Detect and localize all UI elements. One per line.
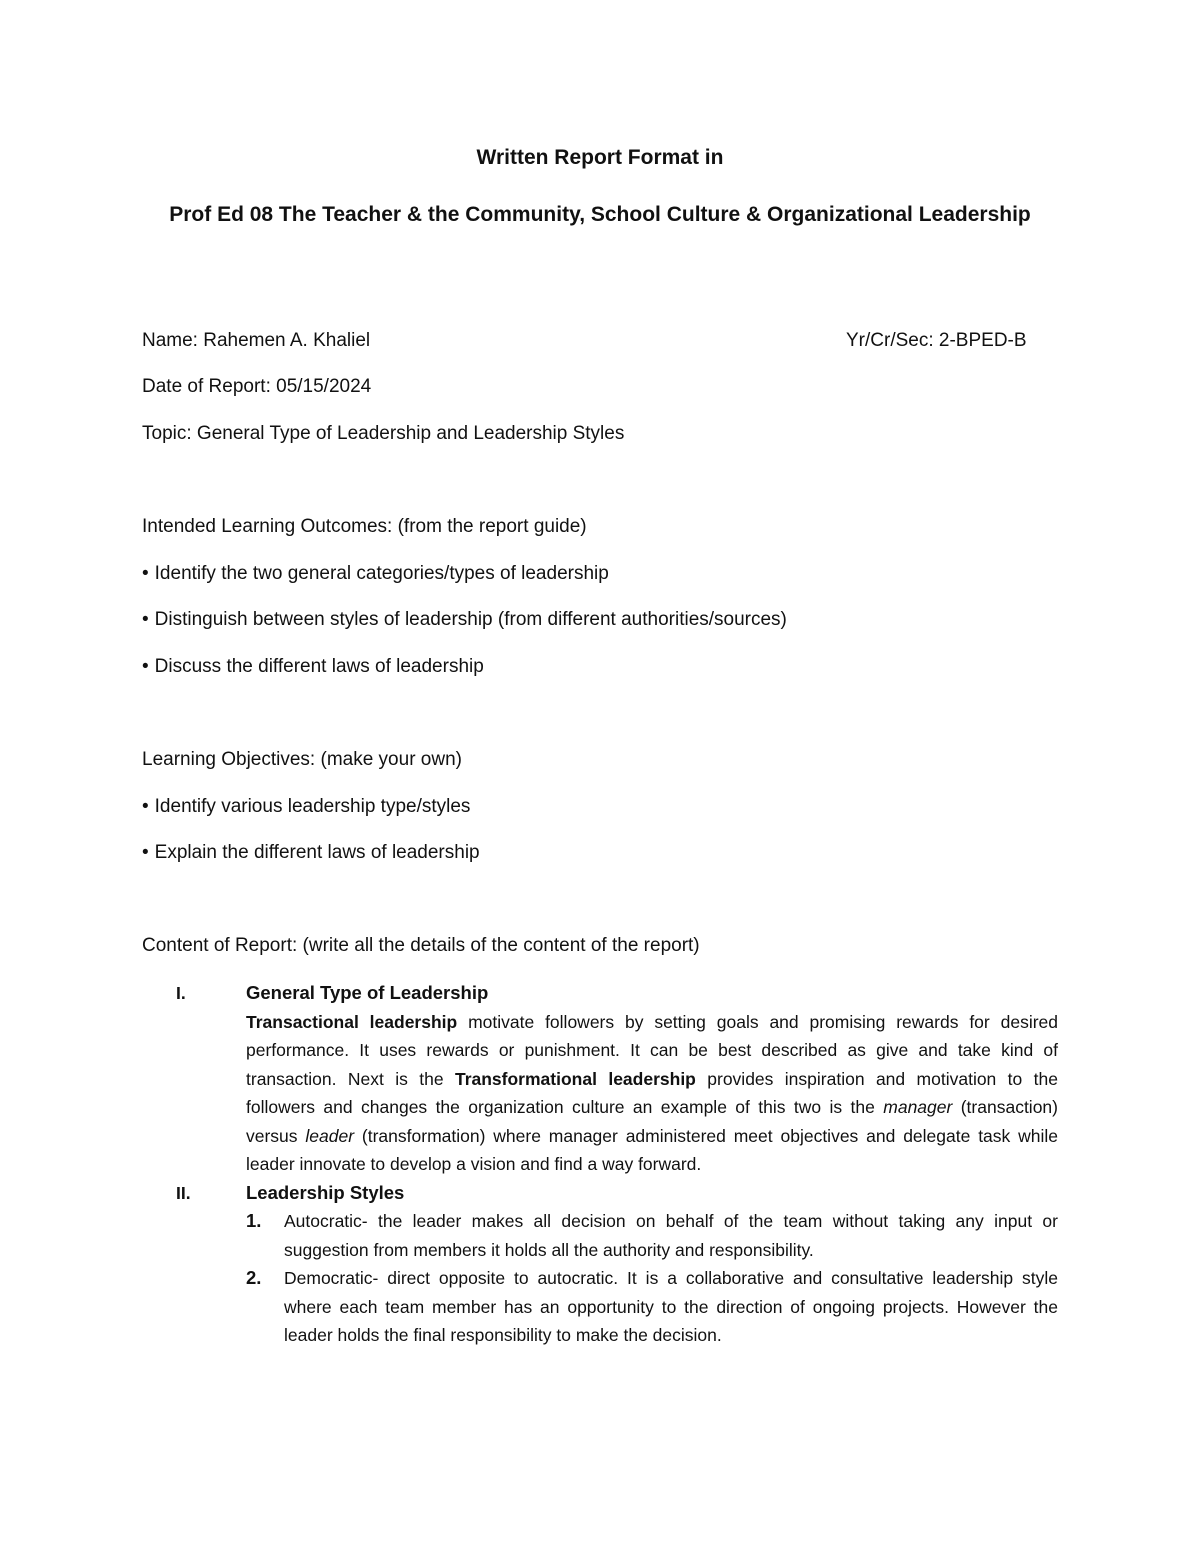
section-paragraph: Transactional leadership motivate followers by setting goals and promising rewards for desired performance. It uses rewards or punishment. It can be best described as give and take kind of transaction. Next is the Transformational leadership provides inspiration and motivation to the followers and changes the organization culture an example of this two is the manager (transaction) versus leader (transformation) where manager administered meet objectives and delegate task while leader innovate to develop a vision and find a way forward.	[246, 1011, 1059, 1174]
ilo-item: • Identify the two general categories/types of leadership	[142, 563, 609, 585]
lo-item: • Identify various leadership type/styles	[142, 796, 470, 818]
section-leadership-styles	[142, 1179, 1058, 1350]
report-title: Written Report Format in	[476, 146, 724, 169]
ilo-item: • Distinguish between styles of leadership (from different authorities/sources)	[142, 609, 787, 631]
term-leader: leader	[305, 1125, 355, 1146]
styles-list	[246, 1207, 1058, 1350]
name-field: Name: Rahemen A. Khaliel	[142, 330, 371, 351]
term-transactional: Transactional leadership	[246, 1011, 458, 1032]
ilo-heading: Intended Learning Outcomes: (from the report guide)	[142, 516, 587, 537]
content-sections	[142, 979, 1058, 1350]
section-title: Leadership Styles	[246, 1181, 405, 1203]
topic-field: Topic: General Type of Leadership and Leadership Styles	[142, 423, 625, 444]
section-numeral: II.	[176, 1182, 191, 1203]
section-general-type	[142, 979, 1058, 1179]
term-transformational: Transformational leadership	[454, 1068, 696, 1089]
course-title: Prof Ed 08 The Teacher & the Community, School Culture & Organizational Leadership	[169, 203, 1031, 226]
date-field: Date of Report: 05/15/2024	[142, 376, 372, 397]
list-item: 1. Autocratic- the leader makes all decision on behalf of the team without taking any input or suggestion from members it holds all the authority and responsibility.	[246, 1210, 1058, 1260]
section-title: General Type of Leadership	[246, 982, 489, 1003]
term-manager: manager	[883, 1097, 953, 1117]
list-item: 2. Democratic- direct opposite to autocratic. It is a collaborative and consultative leadership style where each team member has an opportunity to the direction of ongoing projects. However the leader holds the final responsibility to make the decision.	[246, 1267, 1058, 1345]
lo-heading: Learning Objectives: (make your own)	[142, 749, 462, 770]
yr-sec-field: Yr/Cr/Sec: 2-BPED-B	[846, 330, 1027, 351]
section-numeral: I.	[176, 983, 186, 1003]
lo-item: • Explain the different laws of leadership	[142, 842, 480, 864]
content-heading: Content of Report: (write all the details of the content of the report)	[142, 935, 700, 956]
ilo-item: • Discuss the different laws of leadership	[142, 656, 484, 678]
